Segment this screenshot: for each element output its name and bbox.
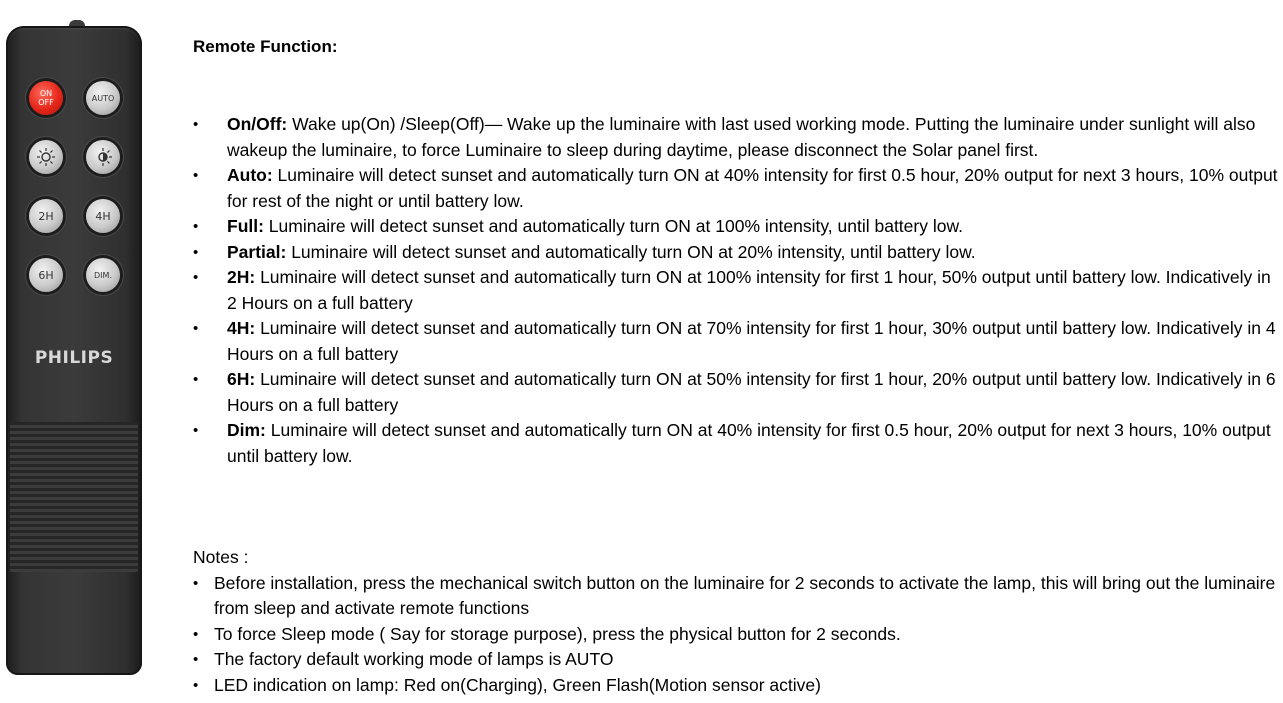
auto-label: AUTO xyxy=(91,93,115,103)
function-text: Luminaire will detect sunset and automatically turn ON at 40% intensity for first 0.5 hour, 20% output for next 3 hours, 10% output for rest of the night or until battery low. xyxy=(227,165,1278,211)
2h-button[interactable] xyxy=(29,199,63,233)
dim-button[interactable] xyxy=(86,258,120,292)
function-term: 6H: xyxy=(227,369,256,389)
6h-button[interactable] xyxy=(29,258,63,292)
dim-label: DIM. xyxy=(94,270,112,280)
on-off-button[interactable] xyxy=(29,81,63,115)
notes-title: Notes : xyxy=(193,547,249,567)
note-item: • Before installation, press the mechanical switch button on the luminaire for 2 seconds to activate the lamp, this will bring out the luminaire from sleep and activate remote functions xyxy=(193,571,1278,622)
document-content xyxy=(193,36,1278,695)
brand-logo: PHILIPS xyxy=(34,348,114,368)
2h-label: 2H xyxy=(38,209,54,223)
function-text: Wake up(On) /Sleep(Off)— Wake up the luminaire with last used working mode. Putting the luminaire under sunlight will also wakeup the luminaire, to force Luminaire to sleep during daytime, please disconnect the Solar panel first. xyxy=(227,114,1256,160)
6h-label: 6H xyxy=(38,268,54,282)
partial-button[interactable] xyxy=(86,140,120,174)
page-title: Remote Function: xyxy=(193,37,338,56)
function-item-on-off xyxy=(193,112,1278,163)
function-list xyxy=(193,112,1278,469)
function-text: Luminaire will detect sunset and automatically turn ON at 70% intensity for first 1 hour, 30% output until battery low. Indicatively in 4 Hours on a full battery xyxy=(227,318,1276,364)
full-button[interactable] xyxy=(29,140,63,174)
function-term: Partial: xyxy=(227,241,287,262)
function-term: Dim: xyxy=(227,420,266,440)
auto-button[interactable] xyxy=(86,81,120,115)
notes-list xyxy=(193,571,1278,699)
function-item-dim xyxy=(193,418,1278,469)
remote-control-image xyxy=(6,20,142,675)
note-item: • To force Sleep mode ( Say for storage purpose), press the physical button for 2 seconds. xyxy=(193,622,1278,648)
function-item-6h xyxy=(193,367,1278,418)
function-item-partial xyxy=(193,240,1278,266)
function-text: Luminaire will detect sunset and automatically turn ON at 20% intensity, until battery low. xyxy=(286,241,976,262)
remote-body xyxy=(6,26,142,675)
function-item-auto xyxy=(193,163,1278,214)
function-text: Luminaire will detect sunset and automatically turn ON at 50% intensity for first 1 hour, 20% output until battery low. Indicatively in 6 Hours on a full battery xyxy=(227,369,1276,415)
function-item-2h xyxy=(193,265,1278,316)
function-text: Luminaire will detect sunset and automatically turn ON at 40% intensity for first 0.5 hour, 20% output for next 3 hours, 10% output until battery low. xyxy=(227,420,1271,466)
function-term: On/Off: xyxy=(227,114,288,134)
on-off-label: ON OFF xyxy=(38,89,54,107)
4h-label: 4H xyxy=(95,209,111,223)
function-term: 4H: xyxy=(227,318,256,338)
function-term: Auto: xyxy=(227,165,273,185)
function-item-full xyxy=(193,214,1278,240)
4h-button[interactable] xyxy=(86,199,120,233)
function-item-4h xyxy=(193,316,1278,367)
function-term: Full: xyxy=(227,216,264,236)
function-term: 2H: xyxy=(227,267,256,287)
sun-half-icon xyxy=(93,147,113,167)
function-text: Luminaire will detect sunset and automatically turn ON at 100% intensity, until battery low. xyxy=(263,216,963,236)
remote-grip xyxy=(10,422,138,572)
notes-section xyxy=(193,545,1278,698)
note-item: • The factory default working mode of lamps is AUTO xyxy=(193,647,1278,673)
sun-full-icon xyxy=(36,147,56,167)
function-text: Luminaire will detect sunset and automatically turn ON at 100% intensity for first 1 hour, 50% output until battery low. Indicatively in 2 Hours on a full battery xyxy=(227,267,1271,313)
note-item: • LED indication on lamp: Red on(Charging), Green Flash(Motion sensor active) xyxy=(193,673,1278,699)
